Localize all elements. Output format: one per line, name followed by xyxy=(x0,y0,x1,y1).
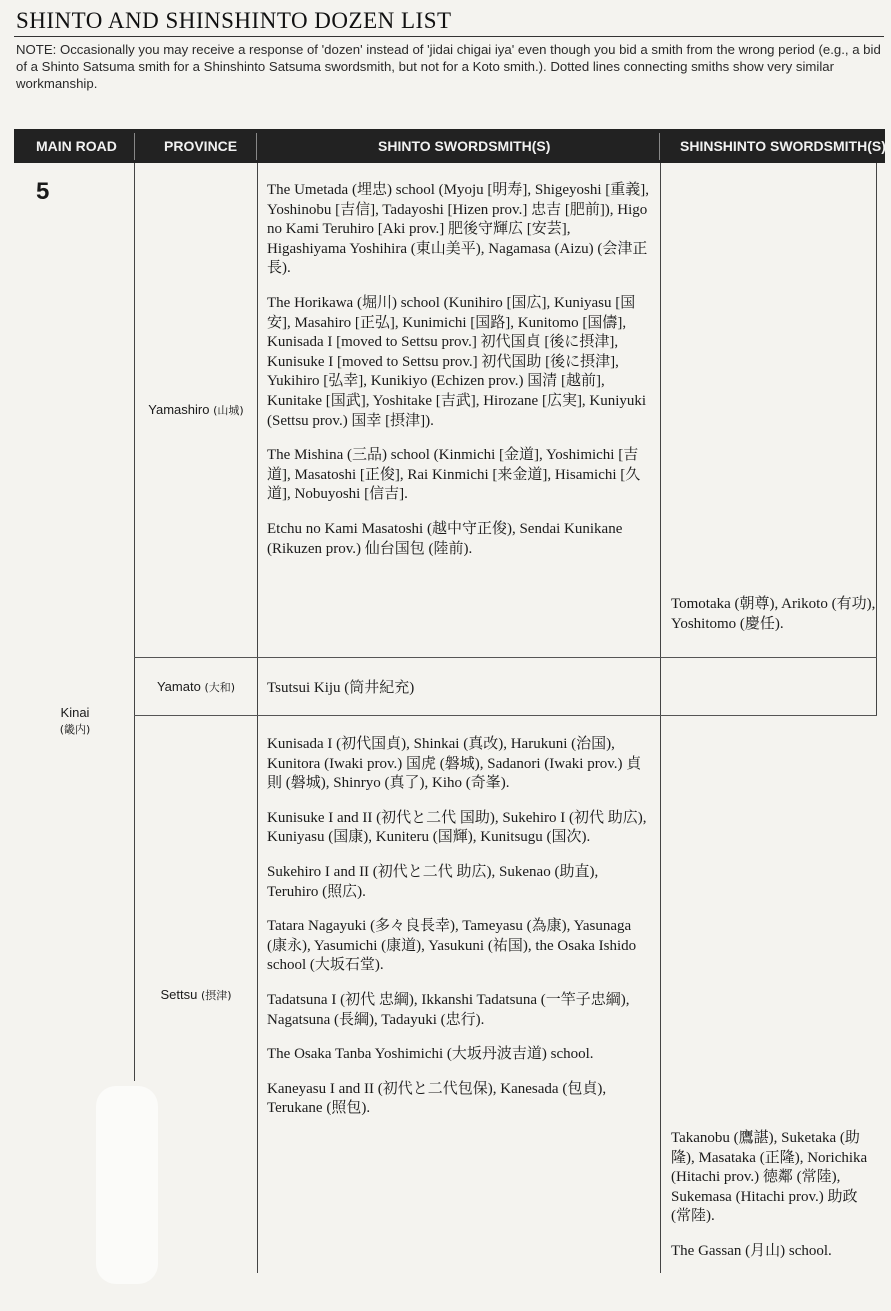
column-divider xyxy=(660,163,661,1273)
header-province: PROVINCE xyxy=(164,138,238,154)
header-shinto: SHINTO SWORDSMITH(S) xyxy=(378,138,551,154)
province-yamato xyxy=(136,679,256,695)
province-settsu xyxy=(136,987,256,1003)
header-divider xyxy=(659,133,660,160)
smith-entry: Kunisada I (初代国貞), Shinkai (真改), Harukuni (治国), Kunitora (Iwaki prov.) 国虎 (磐城), Sadanori (Iwaki prov.) 貞則 (磐城), Shinryo (真了), Kiho (奇峯). xyxy=(267,736,642,792)
settsu-shinto-list xyxy=(267,735,651,1134)
province-name: Yamato xyxy=(156,679,201,694)
province-yamashiro xyxy=(136,402,256,418)
smith-entry: Takanobu (鷹諶), Suketaka (助隆), Masataka (正隆), Norichika (Hitachi prov.) 徳鄰 (常陸), Sukemasa (Hitachi prov.) 助政 (常陸). xyxy=(671,1130,868,1225)
main-road-kanji: (畿内) xyxy=(59,723,91,736)
province-kanji: (摂津) xyxy=(200,989,232,1002)
smith-entry: The Horikawa (堀川) school (Kunihiro [国広], Kuniyasu [国安], Masahiro [正弘], Kunimichi [国路], Kunitomo [国儔], Kunisada I [moved to Settsu prov.] 初代国貞 [後に摂津], Kunisuke I [moved to Settsu prov.] 初代国助 [後に摂津], Yukihiro [弘幸], Kunikiyo (Echizen prov.) 国清 [越前], Kunitake [国武], Yoshitake [吉武], Hirozane [広実], Kuniyuki (Settsu prov.) 国幸 [摂津]). xyxy=(267,294,647,429)
province-kanji: (山城) xyxy=(213,404,244,417)
smith-entry: Etchu no Kami Masatoshi (越中守正俊), Sendai Kunikane (Rikuzen prov.) 仙台国包 (陸前). xyxy=(267,520,623,557)
row-divider xyxy=(134,657,877,658)
smith-entry: The Gassan (月山) school. xyxy=(671,1242,832,1259)
smith-entry: Kaneyasu I and II (初代と二代包保), Kanesada (包貞), Terukane (照包). xyxy=(267,1080,607,1117)
column-divider xyxy=(876,163,877,715)
main-road-number: 5 xyxy=(36,178,50,205)
smith-entry: Tadatsuna I (初代 忠綱), Ikkanshi Tadatsuna (一竿子忠綱), Nagatsuna (長綱), Tadayuki (忠行). xyxy=(267,991,630,1028)
smith-entry: Kunisuke I and II (初代と二代 国助), Sukehiro I (初代 助広), Kuniyasu (国康), Kuniteru (国輝), Kunitsugu (国次). xyxy=(267,809,647,846)
smith-entry: The Mishina (三品) school (Kinmichi [金道], Yoshimichi [吉道], Masatoshi [正俊], Rai Kinmichi [来金道], Hisamichi [久道], Nobuyoshi [信吉]. xyxy=(267,447,641,503)
title-rule xyxy=(14,36,884,37)
table-header xyxy=(14,129,885,163)
smith-entry: Tomotaka (朝尊), Arikoto (有功), Yoshitomo (慶任). xyxy=(671,596,876,632)
column-divider xyxy=(134,163,135,1081)
smith-entry: Tsutsui Kiju (筒井紀充) xyxy=(267,680,415,696)
header-divider xyxy=(256,133,257,160)
note-paragraph: NOTE: Occasionally you may receive a response of 'dozen' instead of 'jidai chigai iya' even though you bid a smith from the wrong period (e.g., a bid of a Shinto Satsuma smith for a Shinshinto Satsuma swordsmith, but not for a Koto smith.). Dotted lines connecting smiths show very similar workmanship. xyxy=(16,42,881,91)
province-name: Settsu xyxy=(160,987,198,1002)
main-road-label: Kinai xyxy=(60,705,90,720)
paper-blot xyxy=(96,1086,158,1284)
header-divider xyxy=(134,133,135,160)
smith-entry: The Umetada (埋忠) school (Myoju [明寿], Shigeyoshi [重義], Yoshinobu [吉信], Tadayoshi [Hizen prov.] 忠吉 [肥前]), Higo no Kami Teruhiro [Aki prov.] 肥後守輝広 [安芸], Higashiyama Yoshihira (東山美平), Nagamasa (Aizu) (会津正長). xyxy=(267,182,650,277)
page-title: SHINTO AND SHINSHINTO DOZEN LIST xyxy=(16,8,452,33)
row-divider xyxy=(134,715,877,716)
yamashiro-shinshinto-list xyxy=(671,595,876,649)
settsu-shinshinto-list xyxy=(671,1129,876,1277)
column-divider xyxy=(257,163,258,1273)
smith-entry: Tatara Nagayuki (多々良長幸), Tameyasu (為康), Yasunaga (康永), Yasumichi (康道), Yasukuni (祐国), the Osaka Ishido school (大坂石堂). xyxy=(267,918,637,974)
yamato-shinto-list xyxy=(267,679,651,714)
province-name: Yamashiro xyxy=(148,402,210,417)
header-shinshinto: SHINSHINTO SWORDSMITH(S) xyxy=(680,138,886,154)
main-road-name xyxy=(40,704,110,738)
yamashiro-shinto-list xyxy=(267,181,651,574)
header-main-road: MAIN ROAD xyxy=(36,138,117,154)
province-kanji: (大和) xyxy=(204,681,236,694)
smith-entry: The Osaka Tanba Yoshimichi (大坂丹波吉道) school. xyxy=(267,1046,594,1063)
smith-entry: Sukehiro I and II (初代と二代 助広), Sukenao (助直), Teruhiro (照広). xyxy=(267,863,599,900)
